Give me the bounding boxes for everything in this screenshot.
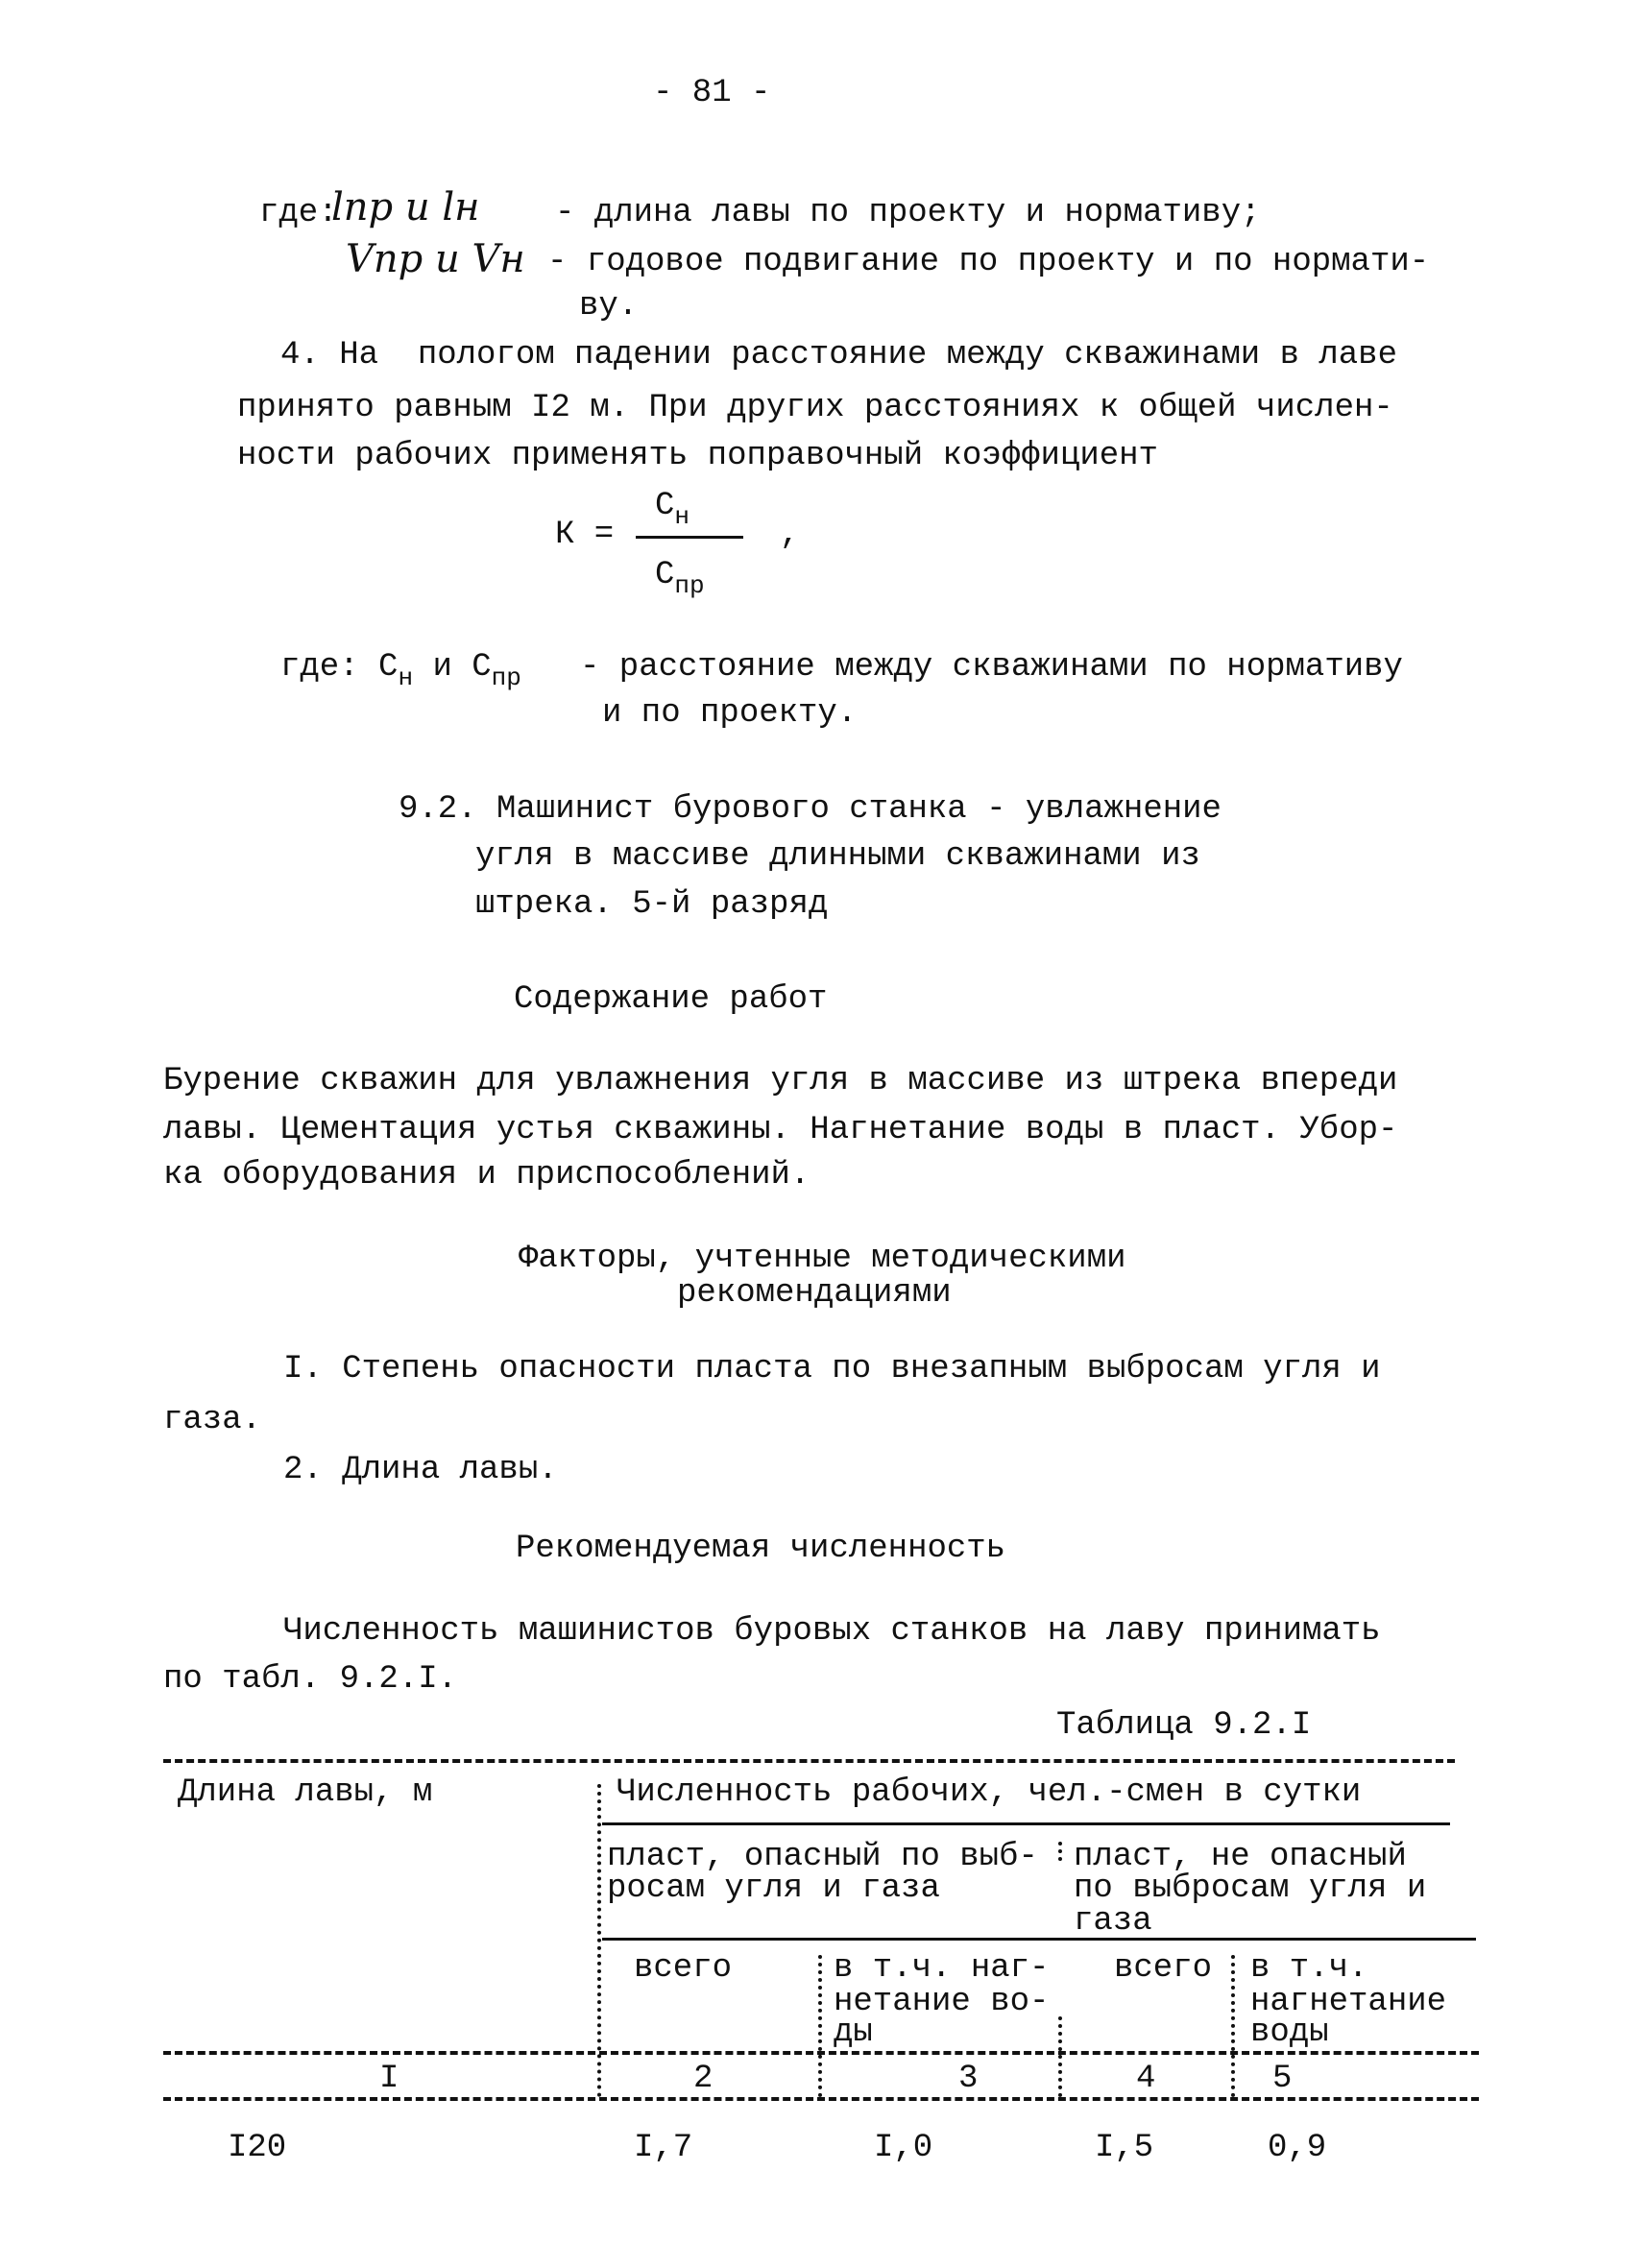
cell-total-a: I,7 — [634, 2130, 693, 2166]
factor-item: газа. — [163, 1402, 262, 1438]
col-number: 2 — [693, 2061, 714, 2097]
leaf-injection-a: ды — [834, 2015, 873, 2051]
col-number: 5 — [1272, 2061, 1293, 2097]
section-heading: угля в массиве длинными скважинами из — [475, 838, 1200, 875]
col-number: 4 — [1136, 2061, 1156, 2097]
cell-injection-b: 0,9 — [1268, 2130, 1327, 2166]
where-label: где: — [259, 195, 338, 231]
content-text: лавы. Цементация устья скважины. Нагнетание воды в пласт. Убор- — [163, 1112, 1398, 1148]
formula-denominator: $С_{пр}$ — [655, 557, 705, 600]
formula-numerator: $С_н$ — [655, 488, 690, 531]
definition-distance: - расстояние между скважинами по нормативу — [580, 649, 1403, 686]
fraction-bar — [636, 536, 743, 539]
content-heading: Содержание работ — [514, 981, 828, 1018]
column-separator — [818, 1955, 822, 2097]
leaf-injection-a: нетание во- — [834, 1984, 1050, 2020]
definition-advance: - годовое подвигание по проекту и по нормати- — [547, 244, 1430, 280]
content-text: Бурение скважин для увлажнения угля в массиве из штрека впереди — [163, 1063, 1398, 1099]
para4-line: ности рабочих применять поправочный коэффициент — [237, 438, 1158, 474]
subheader-rule — [602, 1938, 1476, 1941]
where-c-definition: где: $С_н$ и $С_{пр}$ — [280, 649, 521, 692]
col-number: I — [379, 2061, 399, 2097]
content-text: ка оборудования и приспособлений. — [163, 1157, 810, 1194]
para4-line: принято равным I2 м. При других расстояниях к общей числен- — [237, 390, 1393, 426]
definition-distance-cont: и по проекту. — [602, 695, 858, 732]
column-separator — [1058, 2016, 1062, 2097]
subheader-nonhazardous: по выбросам угля и — [1074, 1870, 1427, 1907]
subheader-hazardous: росам угля и газа — [607, 1870, 940, 1907]
formula-lhs: К = — [555, 517, 615, 553]
cell-length: I20 — [228, 2130, 287, 2166]
definition-advance-cont: ву. — [579, 288, 639, 325]
leaf-injection-b: воды — [1250, 2015, 1329, 2051]
leaf-total-b: всего — [1114, 1950, 1213, 1987]
numbers-bottom-border — [163, 2097, 1479, 2101]
recommended-text: Численность машинистов буровых станков на лаву принимать — [283, 1613, 1381, 1650]
page-number: - 81 - — [653, 75, 771, 111]
leaf-injection-a: в т.ч. наг- — [834, 1950, 1050, 1987]
factor-item: I. Степень опасности пласта по внезапным выбросам угля и — [283, 1351, 1381, 1387]
section-heading: 9.2. Машинист бурового станка - увлажнение — [399, 791, 1222, 828]
col-number: 3 — [958, 2061, 979, 2097]
leaf-total-a: всего — [634, 1950, 733, 1987]
handwritten-symbol-v: Vпр и Vн — [346, 237, 525, 281]
factors-heading: Факторы, учтенные методическими — [519, 1241, 1126, 1277]
column-separator — [1058, 1842, 1062, 1861]
handwritten-symbol-l: lпр и lн — [331, 185, 480, 229]
leaf-injection-b: нагнетание — [1250, 1984, 1447, 2020]
subheader-hazardous: пласт, опасный по выб- — [607, 1839, 1038, 1875]
col-header-length: Длина лавы, м — [178, 1774, 433, 1811]
recommended-text: по табл. 9.2.I. — [163, 1661, 458, 1698]
header-rule — [602, 1822, 1450, 1825]
definition-length: - длина лавы по проекту и нормативу; — [555, 195, 1261, 231]
subheader-nonhazardous: газа — [1074, 1903, 1152, 1940]
cell-injection-a: I,0 — [874, 2130, 933, 2166]
formula-comma: , — [780, 517, 800, 553]
cell-total-b: I,5 — [1095, 2130, 1154, 2166]
factors-heading: рекомендациями — [677, 1275, 952, 1312]
table-caption: Таблица 9.2.I — [1056, 1707, 1312, 1744]
leaf-injection-b: в т.ч. — [1250, 1950, 1368, 1987]
table-top-border — [163, 1759, 1455, 1763]
para4-line: 4. На пологом падении расстояние между скважинами в лаве — [280, 337, 1397, 374]
section-heading: штрека. 5-й разряд — [475, 886, 829, 923]
column-separator — [1231, 1955, 1235, 2097]
factor-item: 2. Длина лавы. — [283, 1452, 558, 1488]
column-separator — [597, 1784, 601, 2097]
subheader-nonhazardous: пласт, не опасный — [1074, 1839, 1407, 1875]
recommended-heading: Рекомендуемая численность — [516, 1531, 1006, 1567]
group-header: Численность рабочих, чел.-смен в сутки — [617, 1774, 1362, 1811]
